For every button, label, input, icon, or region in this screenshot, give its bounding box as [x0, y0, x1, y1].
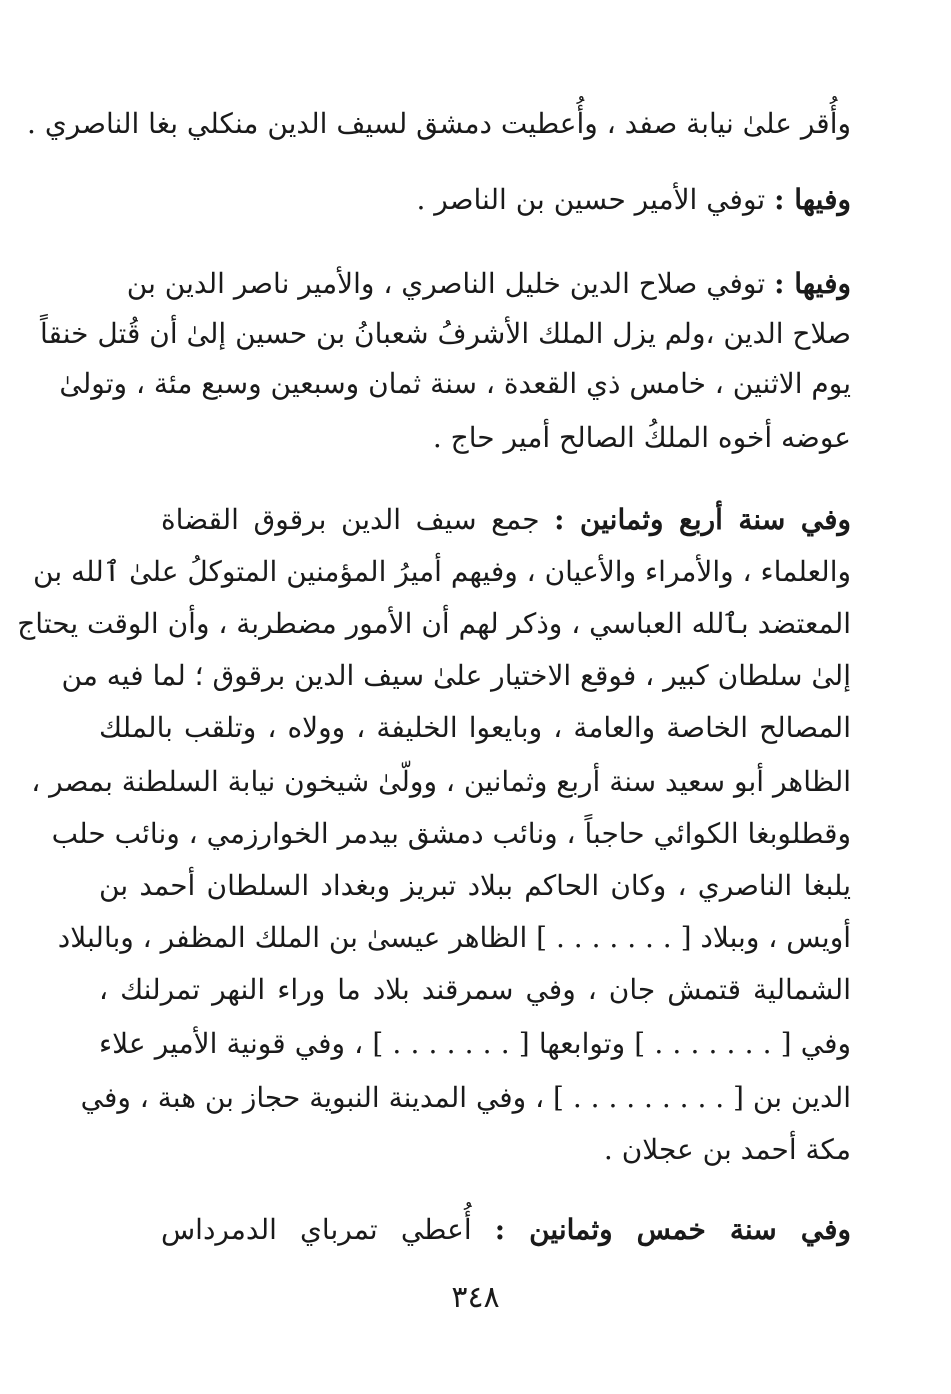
page-number: ٣٤٨	[451, 1280, 500, 1315]
paragraph-text: توفي صلاح الدين خليل الناصري ، والأمير ناصر الدين بن	[126, 267, 766, 300]
paragraph-line	[31, 762, 851, 802]
paragraph-text: مكة أحمد بن عجلان .	[603, 1133, 851, 1166]
paragraph-line	[161, 180, 851, 220]
paragraph-line	[161, 1210, 851, 1250]
paragraph-line	[99, 970, 851, 1010]
paragraph-line	[80, 1078, 851, 1118]
paragraph-line	[99, 1024, 851, 1064]
paragraph-lead: وفيها :	[774, 183, 851, 216]
paragraph-line	[99, 1130, 851, 1170]
paragraph-line	[51, 814, 851, 854]
paragraph-text: عوضه أخوه الملكُ الصالح أمير حاج .	[432, 421, 851, 454]
paragraph-line	[40, 314, 851, 354]
paragraph-lead: وفيها :	[774, 267, 851, 300]
paragraph-line	[33, 552, 851, 592]
paragraph-line	[161, 500, 851, 540]
paragraph-line	[61, 656, 851, 696]
paragraph-text: وأُقر علىٰ نيابة صفد ، وأُعطيت دمشق لسيف الدين منكلي بغا الناصري .	[27, 107, 851, 140]
paragraph-text: الدين بن [ . . . . . . . . . ] ، وفي المدينة النبوية حجاز بن هبة ، وفي	[80, 1081, 851, 1114]
paragraph-text: الشمالية قتمش جان ، وفي سمرقند بلاد ما وراء النهر تمرلنك ،	[99, 973, 851, 1006]
paragraph-line	[99, 866, 851, 906]
paragraph-line	[59, 364, 851, 404]
paragraph-lead: وفي سنة أربع وثمانين :	[554, 503, 851, 536]
paragraph-lead: وفي سنة خمس وثمانين :	[494, 1213, 851, 1246]
paragraph-text: إلىٰ سلطان كبير ، فوقع الاختيار علىٰ سيف الدين برقوق ؛ لما فيه من	[61, 659, 851, 692]
paragraph-text: المعتضد بٱلله العباسي ، وذكر لهم أن الأمور مضطربة ، وأن الوقت يحتاج	[17, 607, 851, 640]
paragraph-line	[17, 604, 851, 644]
paragraph-line	[57, 918, 851, 958]
paragraph-text: أويس ، وببلاد [ . . . . . . . ] الظاهر عيسىٰ بن الملك المظفر ، وبالبلاد	[57, 921, 851, 954]
paragraph-text: المصالح الخاصة والعامة ، وبايعوا الخليفة ، وولاه ، وتلقب بالملك	[99, 711, 851, 744]
paragraph-text: وفي [ . . . . . . . ] وتوابعها [ . . . . . . . ] ، وفي قونية الأمير علاء	[99, 1027, 851, 1060]
paragraph-text: يلبغا الناصري ، وكان الحاكم ببلاد تبريز وبغداد السلطان أحمد بن	[99, 869, 851, 902]
paragraph-text: أُعطي تمرباي الدمرداس	[161, 1213, 472, 1246]
paragraph-text: والعلماء ، والأمراء والأعيان ، وفيهم أميرُ المؤمنين المتوكلُ علىٰ ٱلله بن	[33, 555, 851, 588]
paragraph-text: صلاح الدين ،ولم يزل الملك الأشرفُ شعبانُ بن حسين إلىٰ أن قُتل خنقاً	[40, 317, 851, 350]
paragraph-text: يوم الاثنين ، خامس ذي القعدة ، سنة ثمان وسبعين وسبع مئة ، وتولىٰ	[59, 367, 851, 400]
paragraph-line	[27, 104, 851, 144]
paragraph-line	[99, 708, 851, 748]
paragraph-text: وقطلوبغا الكوائي حاجباً ، ونائب دمشق بيدمر الخوارزمي ، ونائب حلب	[51, 817, 851, 850]
paragraph-line	[126, 264, 851, 304]
paragraph-text: جمع سيف الدين برقوق القضاة	[161, 503, 540, 536]
paragraph-line	[99, 418, 851, 458]
paragraph-text: الظاهر أبو سعيد سنة أربع وثمانين ، وولّىٰ شيخون نيابة السلطنة بمصر ،	[31, 765, 851, 798]
paragraph-text: توفي الأمير حسين بن الناصر .	[416, 183, 766, 216]
